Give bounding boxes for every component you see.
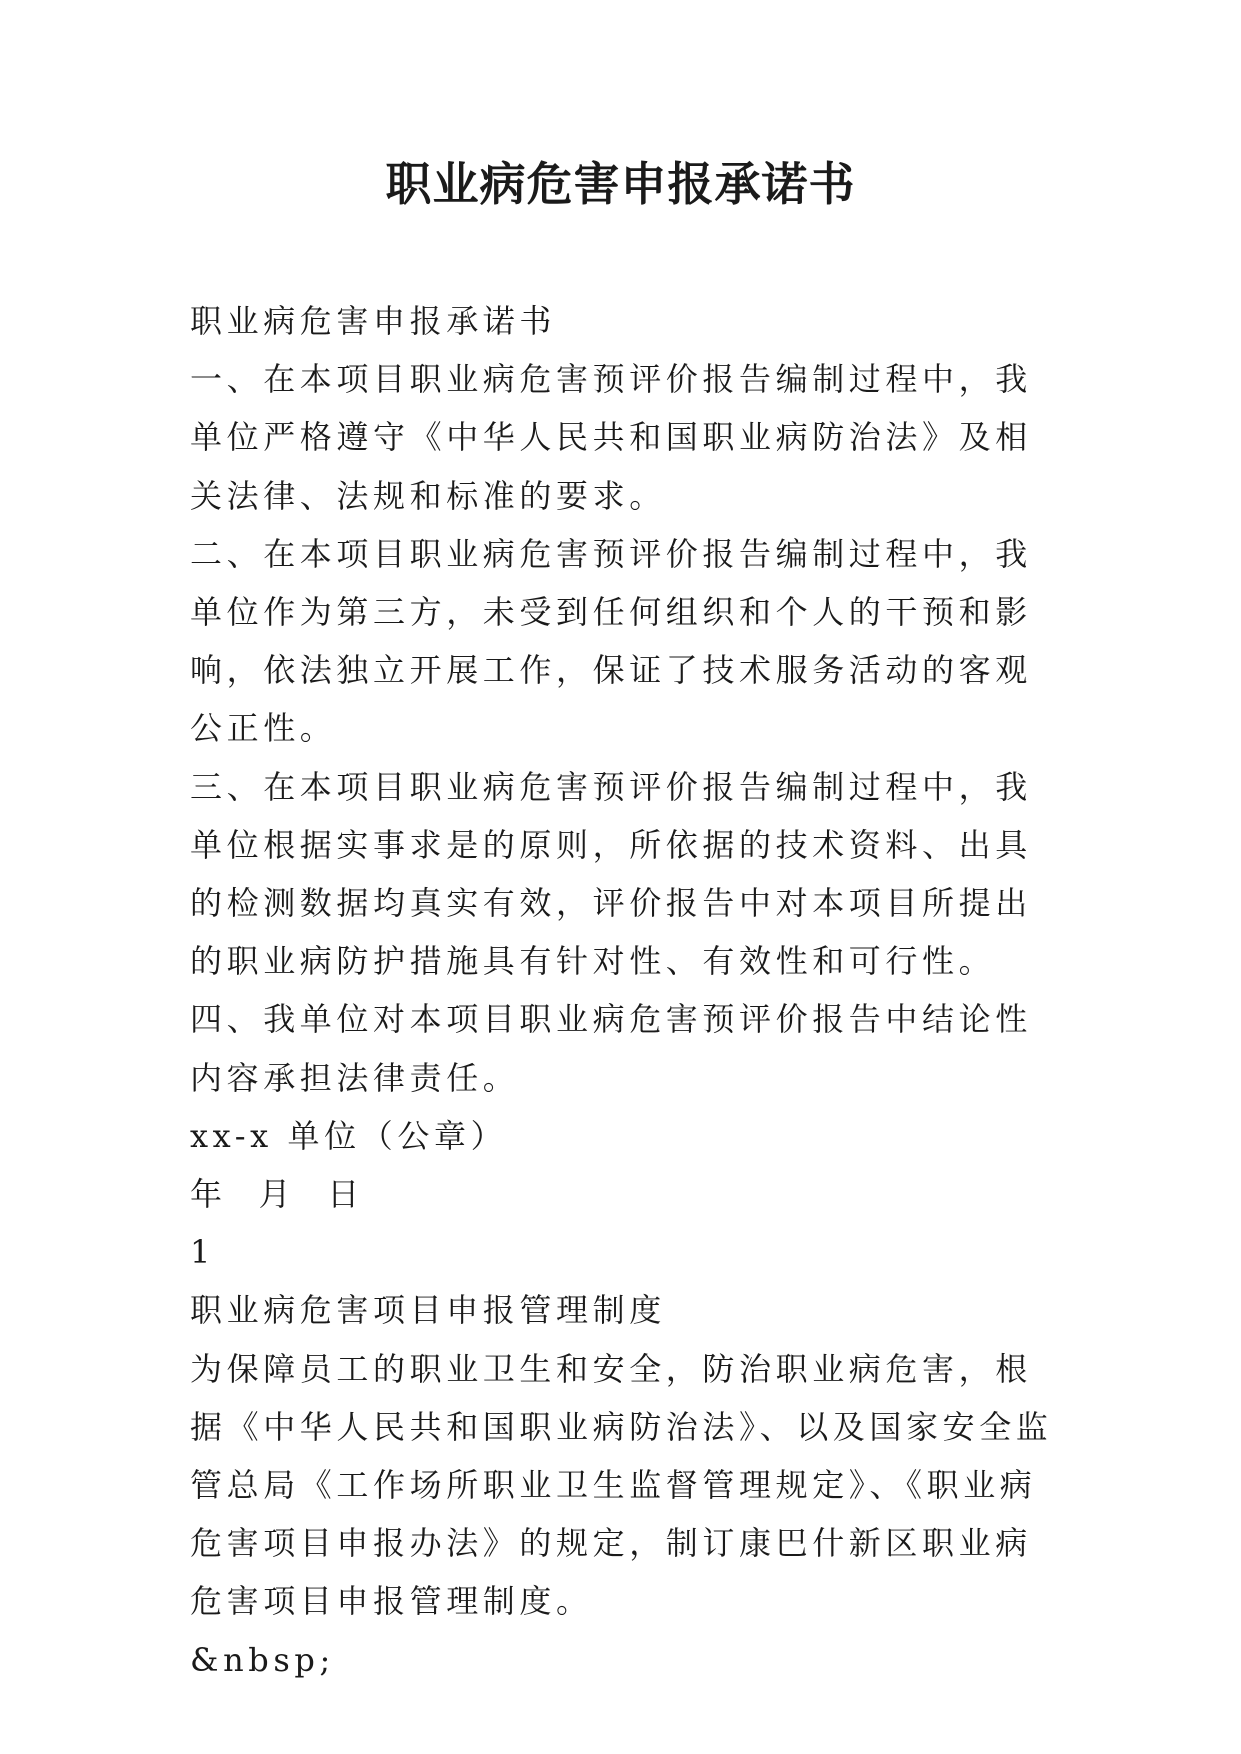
document-title: 职业病危害申报承诺书 (385, 157, 856, 211)
document-body (190, 292, 1060, 1689)
page-number: 1 (190, 1233, 215, 1272)
section2-paragraph: 为保障员工的职业卫生和安全，防治职业病危害，根据《中华人民共和国职业病防治法》、以及国家安全监管总局《工作场所职业卫生监督管理规定》、《职业病危害项目申报办法》的规定，制订康巴什新区职业病危害项目申报管理制度。 (190, 1349, 1053, 1621)
paragraph-commitment-2: 二、在本项目职业病危害预评价报告编制过程中，我单位作为第三方，未受到任何组织和个人的干预和影响，依法独立开展工作，保证了技术服务活动的客观公正性。 (190, 534, 1032, 748)
date-year: 年 (190, 1175, 227, 1214)
paragraph-commitment-3: 三、在本项目职业病危害预评价报告编制过程中，我单位根据实事求是的原则，所依据的技术资料、出具的检测数据均真实有效，评价报告中对本项目所提出的职业病防护措施具有针对性、有效性和可行性。 (190, 767, 1032, 981)
paragraph-heading: 职业病危害申报承诺书 (190, 302, 557, 340)
paragraph-commitment-4: 四、我单位对本项目职业病危害预评价报告中结论性内容承担法律责任。 (190, 1000, 1032, 1097)
paragraph-commitment-1: 一、在本项目职业病危害预评价报告编制过程中，我单位严格遵守《中华人民共和国职业病防治法》及相关法律、法规和标准的要求。 (190, 360, 1032, 515)
signature-unit: xx-x 单位（公章） (190, 1116, 508, 1155)
date-month: 月 (258, 1175, 296, 1214)
trailing-entity: &nbsp; (190, 1640, 335, 1679)
date-day: 日 (327, 1175, 364, 1214)
signature-date (190, 1165, 1060, 1223)
section2-heading: 职业病危害项目申报管理制度 (190, 1291, 666, 1330)
